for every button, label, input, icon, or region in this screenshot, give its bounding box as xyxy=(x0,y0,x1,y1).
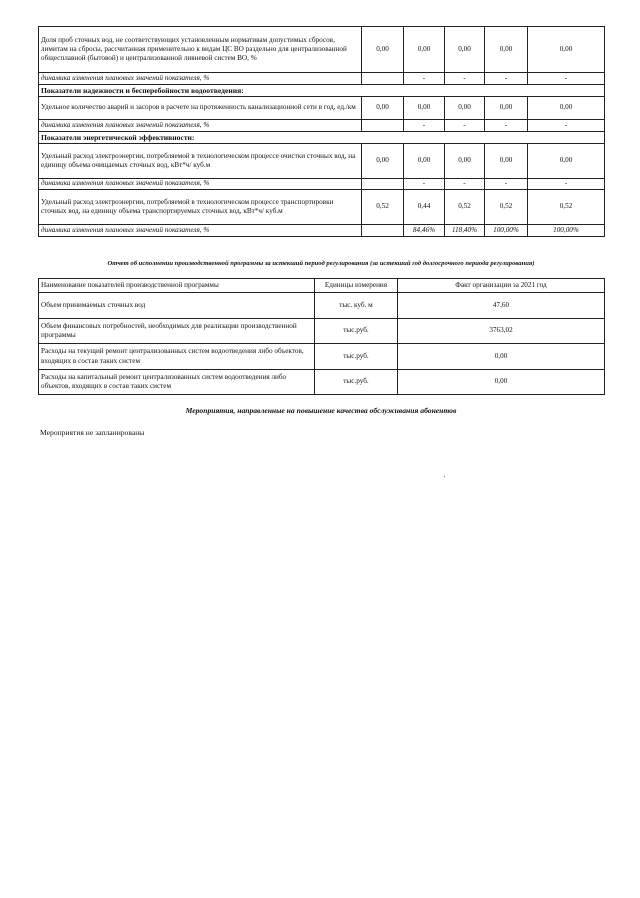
unit-cell: тыс.руб. xyxy=(315,344,398,370)
fact-cell: 47,60 xyxy=(398,293,605,319)
dynamics-label: динамика изменения плановых значений показателя, % xyxy=(39,179,362,190)
indicator-label: Удельное количество аварий и засоров в расчете на протяженность канализационной сети в год, ед./км xyxy=(39,97,362,120)
dynamics-label: динамика изменения плановых значений показателя, % xyxy=(39,73,362,85)
value-cell xyxy=(362,120,404,132)
value-cell: - xyxy=(485,120,528,132)
fact-cell: 0,00 xyxy=(398,370,605,395)
value-cell: 0,00 xyxy=(445,144,485,179)
value-cell xyxy=(362,179,404,190)
unit-cell: тыс. куб. м xyxy=(315,293,398,319)
table-row xyxy=(39,120,605,132)
section-title: Показатели надежности и бесперебойности водоотведения: xyxy=(39,85,605,97)
table-row xyxy=(39,144,605,179)
column-header-fact: Факт организации за 2021 год xyxy=(398,279,605,293)
value-cell: 100,00% xyxy=(485,225,528,237)
table-row xyxy=(39,370,605,395)
value-cell: 0,00 xyxy=(362,97,404,120)
section-header-row xyxy=(39,132,605,144)
table-header-row xyxy=(39,279,605,293)
indicators-table xyxy=(38,26,605,237)
measures-title: Мероприятия, направленные на повышение качества обслуживания абонентов xyxy=(185,406,457,415)
table-row xyxy=(39,319,605,344)
value-cell: 0,00 xyxy=(404,144,445,179)
indicator-label: Удельный расход электроэнергии, потребляемой в технологическом процессе очистки сточных вод, на единицу объема очищаемых сточных вод, кВт*ч/ куб.м xyxy=(39,144,362,179)
unit-cell: тыс.руб. xyxy=(315,370,398,395)
value-cell: - xyxy=(528,179,605,190)
indicator-name: Расходы на капитальный ремонт централизованных систем водоотведения либо объектов, входящих в состав таких систем xyxy=(39,370,315,395)
value-cell: - xyxy=(528,120,605,132)
value-cell: 0,00 xyxy=(485,144,528,179)
value-cell: 0,52 xyxy=(485,190,528,225)
value-cell: - xyxy=(485,73,528,85)
value-cell: 0,52 xyxy=(528,190,605,225)
value-cell: 0,52 xyxy=(362,190,404,225)
dynamics-label: динамика изменения плановых значений показателя, % xyxy=(39,225,362,237)
value-cell: 84,46% xyxy=(404,225,445,237)
program-report-table xyxy=(38,278,605,395)
report-title: Отчет об исполнении производственной программы за истекший период регулирования (за истекший год долгосрочного периода регулирования) xyxy=(107,260,535,267)
value-cell: 0,00 xyxy=(404,97,445,120)
value-cell: 0,44 xyxy=(404,190,445,225)
scan-speck xyxy=(444,476,445,477)
value-cell xyxy=(362,225,404,237)
value-cell: 118,40% xyxy=(445,225,485,237)
table-row xyxy=(39,27,605,73)
table-row xyxy=(39,293,605,319)
section-title: Показатели энергетической эффективности: xyxy=(39,132,605,144)
table-row xyxy=(39,97,605,120)
value-cell: 0,00 xyxy=(528,144,605,179)
table-row xyxy=(39,179,605,190)
value-cell: - xyxy=(445,179,485,190)
fact-cell: 0,00 xyxy=(398,344,605,370)
table-row xyxy=(39,73,605,85)
table-row xyxy=(39,225,605,237)
value-cell: 0,00 xyxy=(528,97,605,120)
value-cell: - xyxy=(485,179,528,190)
value-cell: 0,00 xyxy=(445,97,485,120)
value-cell: 0,00 xyxy=(485,97,528,120)
column-header-unit: Единицы измерения xyxy=(315,279,398,293)
table-row xyxy=(39,344,605,370)
indicator-label: Удельный расход электроэнергии, потребляемой в технологическом процессе транспортировки сточных вод, на единицу объема транспортируемых сточных вод, кВт*ч/ куб.м xyxy=(39,190,362,225)
value-cell: 0,00 xyxy=(404,27,445,73)
value-cell: - xyxy=(445,120,485,132)
column-header-name: Наименование показателей производственной программы xyxy=(39,279,315,293)
value-cell: 0,00 xyxy=(362,27,404,73)
unit-cell: тыс.руб. xyxy=(315,319,398,344)
value-cell: - xyxy=(445,73,485,85)
dynamics-label: динамика изменения плановых значений показателя, % xyxy=(39,120,362,132)
value-cell: 0,52 xyxy=(445,190,485,225)
fact-cell: 3763,02 xyxy=(398,319,605,344)
value-cell xyxy=(362,73,404,85)
indicator-label: Доля проб сточных вод, не соответствующих установленным нормативам допустимых сбросов, лимитам на сбросы, рассчитанная применительно к видам ЦС ВО раздельно для централизованной общесплавной (бытовой) и централизованной ливневой систем ВО, % xyxy=(39,27,362,73)
indicator-name: Объем финансовых потребностей, необходимых для реализации производственной программы xyxy=(39,319,315,344)
value-cell: 0,00 xyxy=(362,144,404,179)
indicator-name: Объем принимаемых сточных вод xyxy=(39,293,315,319)
value-cell: - xyxy=(528,73,605,85)
value-cell: 0,00 xyxy=(445,27,485,73)
value-cell: 100,00% xyxy=(528,225,605,237)
value-cell: - xyxy=(404,73,445,85)
table-row xyxy=(39,190,605,225)
value-cell: 0,00 xyxy=(528,27,605,73)
indicator-name: Расходы на текущий ремонт централизованных систем водоотведения либо объектов, входящих в состав таких систем xyxy=(39,344,315,370)
value-cell: - xyxy=(404,120,445,132)
value-cell: 0,00 xyxy=(485,27,528,73)
measures-text: Мероприятия не запланированы xyxy=(40,428,145,437)
section-header-row xyxy=(39,85,605,97)
value-cell: - xyxy=(404,179,445,190)
